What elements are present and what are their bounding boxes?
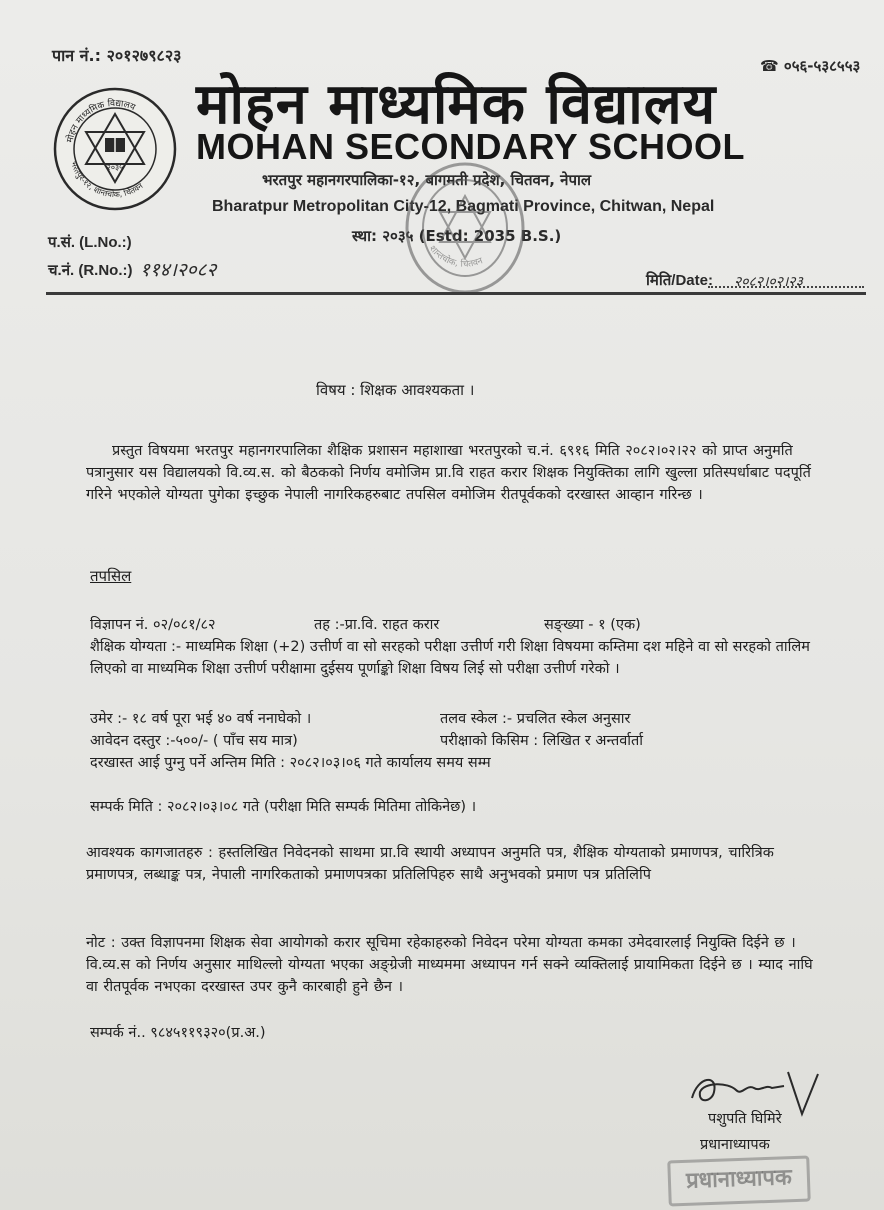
contact-number: सम्पर्क नं.. ९८४५११९३२०(प्र.अ.) (90, 1025, 266, 1041)
application-deadline: दरखास्त आई पुग्नु पर्ने अन्तिम मिति : २०८२।०३।०६ गते कार्यालय समय सम्म (90, 755, 491, 771)
phone-number: ☎ ०५६-५३८५५३ (760, 57, 861, 75)
contact-date: सम्पर्क मिति : २०८२।०३।०८ गते (परीक्षा मिति सम्पर्क मितिमा तोकिनेछ) । (90, 799, 477, 815)
details-heading: तपसिल (90, 567, 132, 585)
application-fee: आवेदन दस्तुर :-५००/- ( पाँच सय मात्र) (90, 733, 298, 749)
signatory-name: पशुपति घिमिरे (708, 1111, 782, 1127)
office-seal-icon (400, 158, 530, 298)
principal-stamp: प्रधानाध्यापक (667, 1156, 811, 1207)
position-count: सङ्ख्या - १ (एक) (544, 617, 641, 633)
reference-number-label: च.नं. (R.No.:) (48, 262, 133, 279)
subject-line: विषय : शिक्षक आवश्यकता । (316, 381, 475, 399)
position-level: तह :-प्रा.वि. राहत करार (314, 617, 440, 633)
school-emblem-icon (52, 86, 178, 212)
date-value: २०८२।०२।२३ (734, 274, 803, 290)
qualification-text: शैक्षिक योग्यता :- माध्यमिक शिक्षा (+2) उत्तीर्ण वा सो सरहको परीक्षा उत्तीर्ण गरी शिक्षा विषयमा कम्तिमा दश महिने वा सो सरहको तालिम लिएको वा माध्यमिक शिक्षा उत्तीर्ण परीक्षामा दुईसय पूर्णाङ्को शिक्षा विषय लिई सो परीक्षा उत्तीर्ण गरेको । (90, 639, 810, 677)
address-nepali: भरतपुर महानगरपालिका-१२, बागमती प्रदेश, चितवन, नेपाल (262, 171, 592, 189)
note-paragraph: नोट : उक्त विज्ञापनमा शिक्षक सेवा आयोगको करार सूचिमा रहेकाहरुको निवेदन परेमा योग्यता कमका उमेदवारलाई नियुक्ति दिईने छ । वि.व्य.स को निर्णय अनुसार माथिल्लो योग्यता भएका अङ्ग्रेजी माध्यममा अध्यापन गर्न सक्ने व्यक्तिलाई प्रायामिकता दिईने छ । म्याद नाघि वा रीतपूर्वक नभएका दरखास्त उपर कुनै कारबाही हुने छैन । (86, 935, 813, 995)
letter-number-label: प.सं. (L.No.:) (48, 234, 132, 251)
school-logo (52, 86, 178, 212)
intro-paragraph: प्रस्तुत विषयमा भरतपुर महानगरपालिका शैक्षिक प्रशासन महाशाखा भरतपुरको च.नं. ६९१६ मिति २०८२।०२।२२ को प्राप्त अनुमति पत्रानुसार यस विद्यालयको वि.व्य.स. को बैठकको निर्णय वमोजिम प्रा.वि राहत करार शिक्षक नियुक्तिका लागि खुल्ला प्रतिस्पर्धाबाट पदपूर्ति गरिने भएकोले योग्यता पुगेका इच्छुक नेपाली नागरिकहरुबाट तपसिल वमोजिम रीतपूर्वकको दरखास्त आव्हान गरिन्छ । (86, 443, 811, 503)
logo-text-bottom: भरतपुर-१२, शान्तचोक, चितवन (69, 159, 145, 200)
required-documents: आवश्यक कागजातहरु : हस्तलिखित निवेदनको साथमा प्रा.वि स्थायी अध्यापन अनुमति पत्र, शैक्षिक योग्यताको प्रमाणपत्र, चारित्रिक प्रमाणपत्र, लब्धाङ्क पत्र, नेपाली नागरिकताको प्रमाणपत्रका प्रतिलिपिहरु साथै अनुभवको प्रमाण पत्र प्रतिलिपि (86, 845, 774, 883)
office-stamp (400, 158, 530, 298)
salary-scale: तलव स्केल :- प्रचलित स्केल अनुसार (440, 711, 631, 727)
logo-year: २०३५ (106, 163, 124, 172)
school-name-english: MOHAN SECONDARY SCHOOL (196, 126, 746, 167)
stamp-text-bottom: शान्तचोक, चितवन (426, 243, 485, 270)
school-name-nepali: मोहन माध्यमिक विद्यालय (196, 72, 717, 137)
age-requirement: उमेर :- १८ वर्ष पूरा भई ४० वर्ष ननाघेको । (90, 711, 312, 727)
date-label: मिति/Date: (646, 272, 713, 289)
signatory-title: प्रधानाध्यापक (700, 1137, 770, 1153)
pan-number: पान नं.: २०१२७९८२३ (52, 46, 182, 65)
advertisement-number: विज्ञापन नं. ०२/०८१/८२ (90, 617, 216, 633)
header-divider (46, 292, 866, 295)
reference-number-value: ११४।२०८२ (140, 259, 217, 281)
established-year: स्था: २०३५ (Estd: 2035 B.S.) (352, 227, 562, 245)
exam-type: परीक्षाको किसिम : लिखित र अन्तर्वार्ता (440, 733, 644, 749)
logo-text-top: मोहन माध्यमिक विद्यालय (65, 98, 137, 144)
address-english: Bharatpur Metropolitan City-12, Bagmati Province, Chitwan, Nepal (212, 198, 715, 215)
